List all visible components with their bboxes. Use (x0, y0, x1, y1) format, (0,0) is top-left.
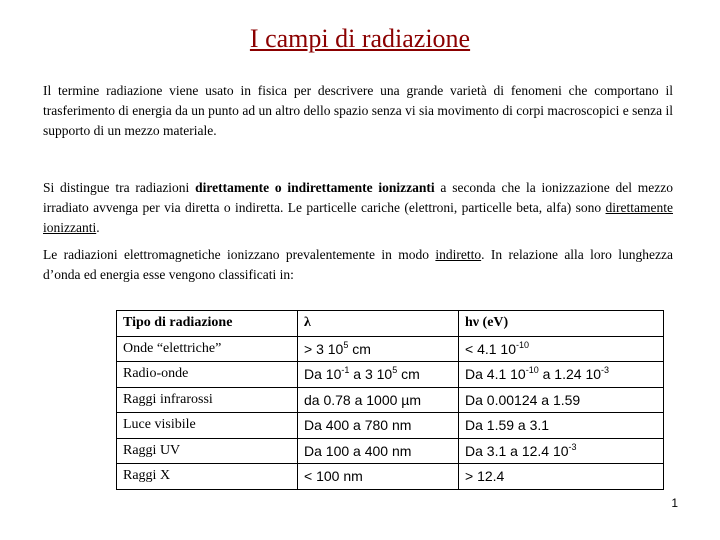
table-header-row (117, 311, 664, 337)
cell-text: Da 10 (304, 366, 342, 383)
cell-lambda (298, 336, 459, 362)
exponent: 5 (343, 339, 349, 350)
cell-text: Da 0.00124 a 1.59 (465, 391, 581, 408)
cell-energy (459, 362, 664, 388)
table-row (117, 387, 664, 413)
cell-lambda (298, 438, 459, 464)
cell-energy (459, 464, 664, 490)
paragraph-ionizing (43, 178, 673, 238)
cell-type: Radio-onde (117, 362, 298, 388)
cell-lambda (298, 464, 459, 490)
cell-lambda (298, 413, 459, 439)
text-segment: Le radiazioni elettromagnetiche ionizzano prevalentemente in modo (43, 247, 436, 262)
text-segment: Si distingue tra radiazioni (43, 180, 196, 195)
table-row (117, 362, 664, 388)
text-segment: . (96, 220, 100, 235)
cell-type: Raggi UV (117, 438, 298, 464)
cell-text: > 12.4 (465, 468, 505, 485)
paragraph-electromagnetic (43, 245, 673, 285)
paragraph-intro: Il termine radiazione viene usato in fisica per descrivere una grande varietà di fenomeni che comportano il trasferimento di energia da un punto ad un altro dello spazio senza vi sia movimento di corpi macroscopici e senza il supporto di un mezzo materiale. (43, 83, 673, 138)
cell-type: Onde “elettriche” (117, 336, 298, 362)
table-row (117, 464, 664, 490)
cell-energy (459, 438, 664, 464)
table-row (117, 336, 664, 362)
cell-text: a 3 10 (349, 366, 393, 383)
cell-text: cm (397, 366, 420, 383)
header-lambda: λ (298, 311, 459, 337)
page-number: 1 (671, 496, 678, 510)
cell-lambda (298, 362, 459, 388)
cell-lambda (298, 387, 459, 413)
exponent: -1 (341, 365, 350, 376)
table-row (117, 413, 664, 439)
cell-energy (459, 336, 664, 362)
cell-text: < 100 nm (304, 468, 363, 485)
header-type: Tipo di radiazione (117, 311, 298, 337)
exponent: -3 (568, 441, 577, 452)
exponent: -10 (525, 365, 539, 376)
text-segment: . In relazione alla loro lunghezza d’onda ed energia esse vengono classificati in: (43, 247, 673, 282)
exponent: -3 (601, 365, 610, 376)
cell-text: Da 400 a 780 nm (304, 417, 412, 434)
cell-text: Da 3.1 a 12.4 10 (465, 442, 569, 459)
cell-energy (459, 413, 664, 439)
cell-text: Da 100 a 400 nm (304, 442, 412, 459)
cell-type: Raggi X (117, 464, 298, 490)
cell-text: Da 4.1 10 (465, 366, 526, 383)
cell-type: Luce visibile (117, 413, 298, 439)
underlined-term: indiretto (435, 247, 482, 262)
exponent: 5 (392, 365, 398, 376)
exponent: -10 (516, 339, 530, 350)
cell-type: Raggi infrarossi (117, 387, 298, 413)
table-row (117, 438, 664, 464)
text-segment: a seconda che la ionizzazione del mezzo irradiato avvenga per via diretta o indiretta. Le particelle cariche (elettroni, particelle beta, alfa) sono (43, 180, 673, 215)
cell-text: > 3 10 (304, 340, 344, 357)
cell-text: Da 1.59 a 3.1 (465, 417, 550, 434)
cell-text: da 0.78 a 1000 µm (304, 391, 422, 408)
cell-text: cm (348, 340, 371, 357)
bold-term: direttamente o indirettamente ionizzanti (195, 180, 435, 195)
header-energy: hν (eV) (459, 311, 664, 337)
page-title: I campi di radiazione (249, 24, 471, 53)
cell-energy (459, 387, 664, 413)
underlined-term: direttamente ionizzanti (43, 200, 673, 235)
cell-text: a 1.24 10 (538, 366, 602, 383)
cell-text: < 4.1 10 (465, 340, 516, 357)
radiation-table (116, 310, 664, 490)
